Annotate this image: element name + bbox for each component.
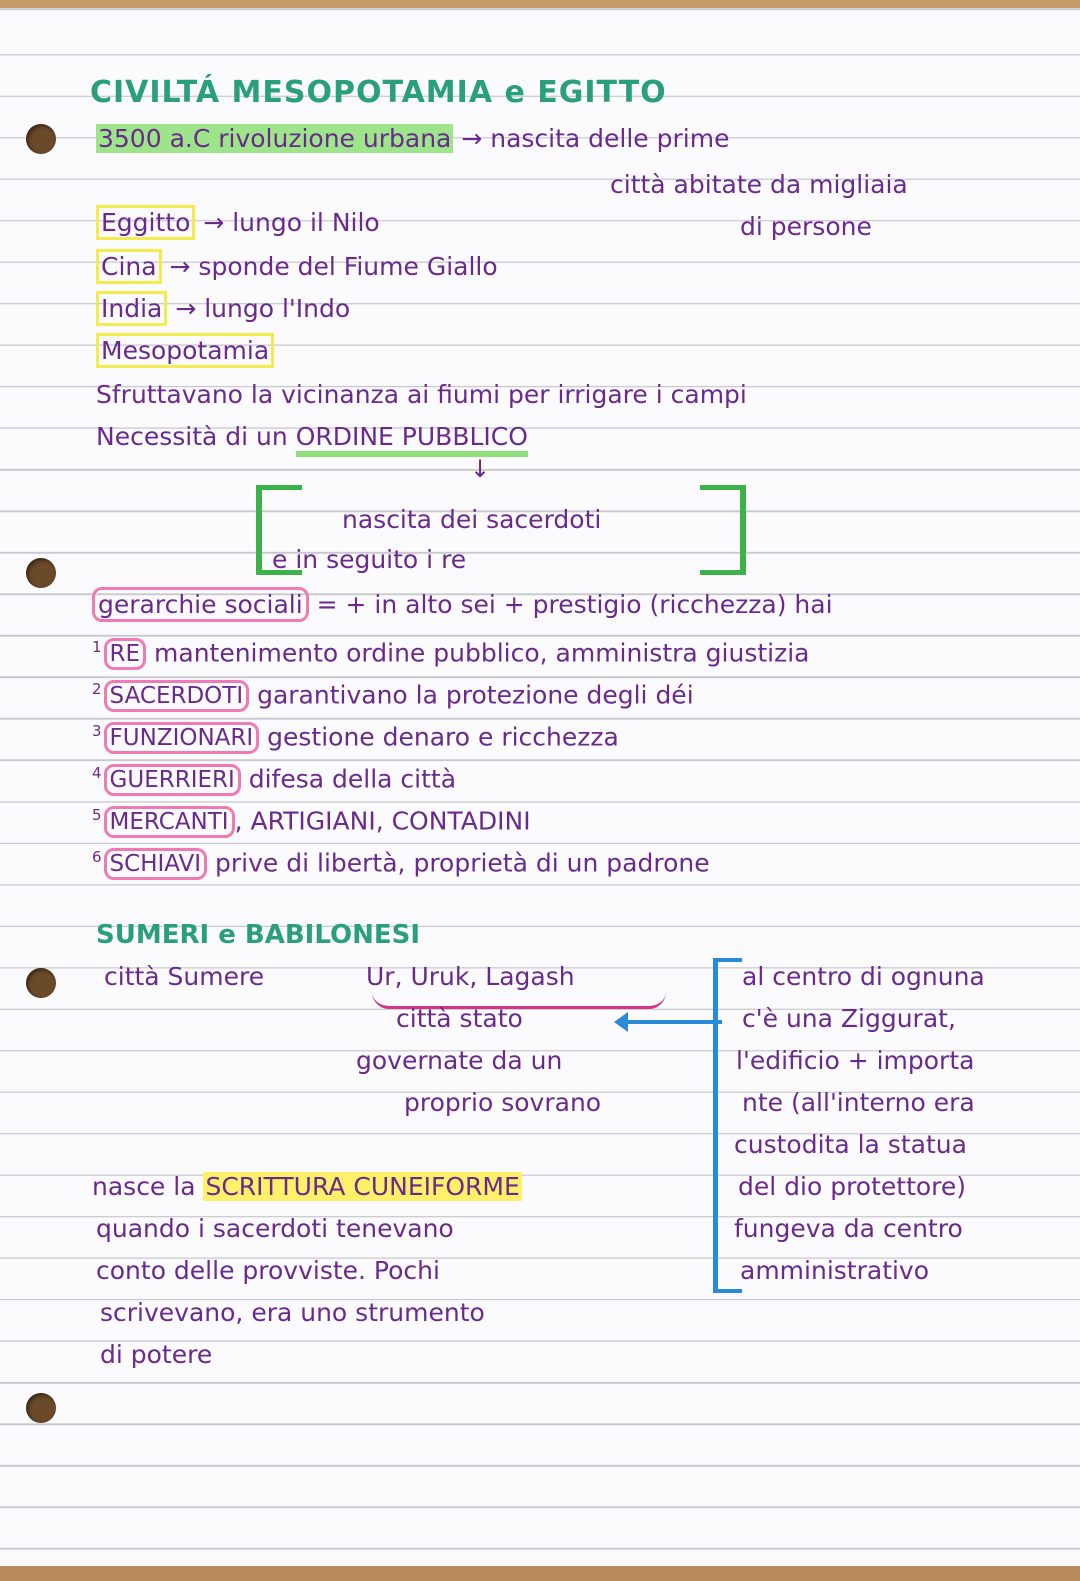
arrow-icon: → (461, 124, 483, 153)
region-name: India (96, 291, 167, 326)
binder-hole (26, 558, 56, 588)
public-order-highlight: ORDINE PUBBLICO (296, 422, 528, 457)
ziggurat-line: al centro di ognuna (742, 962, 985, 991)
hierarchy-row (92, 632, 809, 669)
writing-line-1 (92, 1172, 522, 1202)
rank-desc: gestione denaro e ricchezza (267, 722, 619, 752)
region-row (96, 252, 498, 282)
rank-name: SCHIAVI (104, 848, 208, 880)
hierarchy-label: gerarchie sociali (92, 587, 309, 622)
urban-revolution-highlight: 3500 a.C rivoluzione urbana (98, 124, 452, 153)
order-prefix: Necessità di un (96, 422, 288, 451)
arrow-down-icon: ↓ (470, 455, 491, 483)
hierarchy-row (92, 800, 531, 837)
region-detail: → lungo l'Indo (175, 294, 351, 323)
sumer-cities: Ur, Uruk, Lagash (366, 962, 575, 991)
ziggurat-line: nte (all'interno era (742, 1088, 975, 1117)
binder-hole (26, 124, 56, 154)
rank-number: 4 (92, 764, 102, 782)
region-name: Mesopotamia (96, 333, 274, 368)
intro-line (96, 124, 729, 154)
rank-desc: difesa della città (248, 764, 457, 794)
writing-prefix: nasce la (92, 1172, 196, 1201)
rank-number: 1 (92, 638, 102, 656)
rank-name: GUERRIERI (104, 764, 241, 796)
rank-name: SACERDOTI (104, 680, 250, 712)
rank-desc: garantivano la protezione degli déi (257, 680, 694, 710)
region-row (96, 208, 380, 238)
governed-line-2: proprio sovrano (404, 1088, 602, 1117)
hierarchy-row (92, 716, 619, 753)
region-row (96, 294, 350, 324)
intro-result-3: di persone (740, 212, 872, 241)
hierarchy-line (92, 590, 833, 620)
rank-desc: mantenimento ordine pubblico, amministra giustizia (154, 638, 810, 668)
writing-line-5: di potere (100, 1340, 213, 1369)
city-state: città stato (396, 1004, 523, 1033)
rank-number: 6 (92, 848, 102, 866)
rank-name: MERCANTI (104, 806, 235, 838)
writing-line-3: conto delle provviste. Pochi (96, 1256, 440, 1285)
rank-number: 5 (92, 806, 102, 824)
hierarchy-row (92, 842, 710, 879)
ziggurat-line: amministrativo (740, 1256, 930, 1285)
ziggurat-line: fungeva da centro (734, 1214, 963, 1243)
rank-desc: prive di libertà, proprietà di un padrone (215, 848, 710, 878)
rank-name: RE (104, 638, 147, 670)
region-detail: → sponde del Fiume Giallo (169, 252, 498, 281)
hierarchy-row (92, 674, 694, 711)
hierarchy-row (92, 758, 456, 795)
hierarchy-rule: = + in alto sei + prestigio (ricchezza) hai (316, 590, 833, 619)
order-line (96, 422, 528, 452)
writing-line-4: scrivevano, era uno strumento (100, 1298, 485, 1327)
intro-result-2: città abitate da migliaia (610, 170, 908, 199)
governed-line-1: governate da un (356, 1046, 563, 1075)
ziggurat-line: l'edificio + importa (736, 1046, 975, 1075)
rivers-line: Sfruttavano la vicinanza ai fiumi per irrigare i campi (96, 380, 747, 409)
intro-result-1: nascita delle prime (490, 124, 730, 153)
region-row (96, 336, 274, 366)
page-title: CIVILTÁ MESOPOTAMIA e EGITTO (90, 75, 667, 110)
cuneiform-highlight: SCRITTURA CUNEIFORME (205, 1172, 520, 1201)
writing-line-2: quando i sacerdoti tenevano (96, 1214, 454, 1243)
bracket-line-1: nascita dei sacerdoti (342, 505, 602, 534)
binder-hole (26, 968, 56, 998)
sumer-label: città Sumere (104, 962, 265, 991)
region-name: Eggitto (96, 205, 195, 240)
ziggurat-line: c'è una Ziggurat, (742, 1004, 956, 1033)
rank-number: 2 (92, 680, 102, 698)
cork-board-top (0, 0, 1080, 8)
rank-name: FUNZIONARI (104, 722, 260, 754)
binder-hole (26, 1393, 56, 1423)
arrow-left-icon (626, 1020, 722, 1024)
region-name: Cina (96, 249, 162, 284)
bracket-line-2: e in seguito i re (272, 545, 467, 574)
ziggurat-line: custodita la statua (734, 1130, 967, 1159)
region-detail: → lungo il Nilo (203, 208, 380, 237)
rank-desc: , ARTIGIANI, CONTADINI (234, 806, 531, 836)
cork-board-bottom (0, 1566, 1080, 1581)
ziggurat-line: del dio protettore) (738, 1172, 967, 1201)
section-title: SUMERI e BABILONESI (96, 920, 420, 950)
rank-number: 3 (92, 722, 102, 740)
